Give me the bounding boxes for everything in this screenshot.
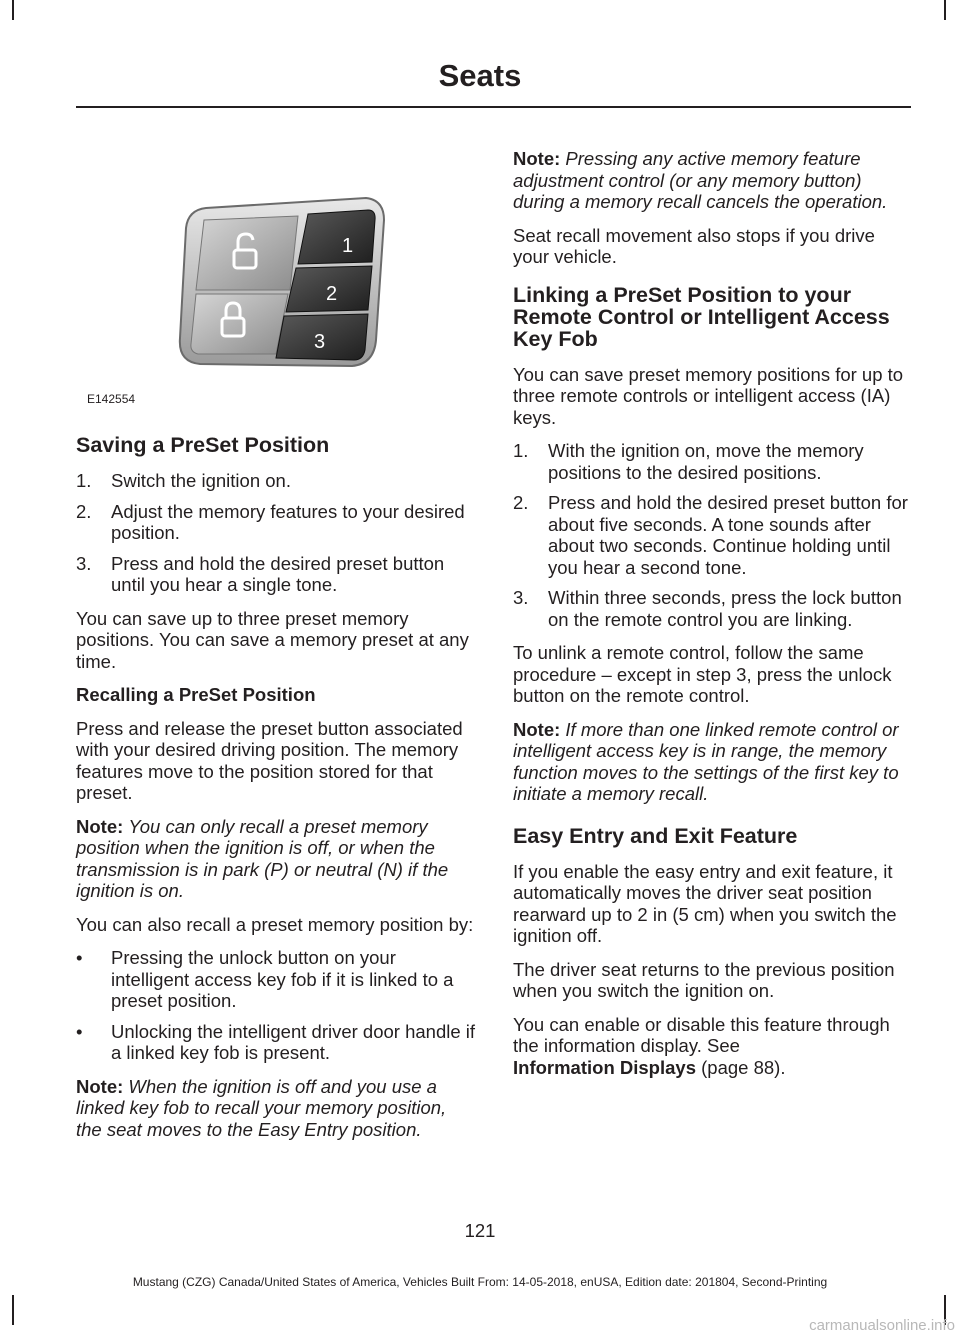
note-label: Note: [76,815,124,837]
step-text: Switch the ignition on. [111,470,291,491]
paragraph-recall: Press and release the preset button associated with your desired driving position. The memory features move to the position stored for that preset. [76,717,463,803]
paragraph-link: You can save preset memory positions for up to three remote controls or intelligent access (IA) keys. [513,363,904,428]
heading-recalling-preset: Recalling a PreSet Position [76,684,316,705]
note-label: Note: [513,718,561,740]
crop-mark-bottom-left [12,1295,14,1325]
watermark: carmanualsonline.info [809,1317,955,1334]
crop-mark-top-left [12,0,14,20]
header-rule [76,106,911,108]
paragraph-save-up: You can save up to three preset memory positions. You can save a memory preset at any time. [76,607,469,672]
note-ignition-off [76,1076,476,1141]
heading-saving-preset: Saving a PreSet Position [76,433,330,457]
note-text: You can only recall a preset memory position when the ignition is off, or when the transmission is in park (P) or neutral (N) if the ignition is on. [76,815,449,901]
page-title: Seats [438,58,522,93]
recall-bullets-list [76,947,476,1064]
bullet-text: Unlocking the intelligent driver door handle if a linked key fob is present. [111,1020,476,1063]
memory-button-1[interactable] [298,210,375,264]
list-item [76,501,476,544]
step-text: Within three seconds, press the lock button on the remote control you are linking. [548,587,902,630]
step-number: 3. [513,587,529,608]
unlock-button[interactable] [196,216,298,290]
figure-code: E142554 [87,391,136,406]
memory-seat-buttons-illustration [76,140,471,410]
list-item [513,587,911,630]
lock-button[interactable] [191,294,288,354]
list-item [513,492,911,578]
bullet-marker: • [76,1020,83,1042]
step-text: Press and hold the desired preset button for about five seconds. A tone sounds after about two seconds. Continue holding until you hear a second tone. [548,492,908,578]
note-text: Pressing any active memory feature adjustment control (or any memory button) during a memory recall cancels the operation. [513,148,888,212]
step-number: 3. [76,552,92,574]
step-number: 1. [513,440,529,461]
list-item [76,553,476,596]
heading-easy-entry: Easy Entry and Exit Feature [513,823,798,848]
step-number: 1. [76,470,92,491]
note-label: Note: [76,1075,124,1097]
paragraph-easy-entry-3 [513,1014,911,1079]
button-2-label: 2 [326,283,338,305]
paragraph-recall-stops: Seat recall movement also stops if you drive your vehicle. [513,224,875,267]
save-steps-list [76,470,476,596]
list-item [76,1021,476,1064]
bullet-text: Pressing the unlock button on your intelligent access key fob if it is linked to a preset position. [111,947,454,1011]
bullet-marker: • [76,947,83,968]
note-recall [76,816,476,902]
paragraph-easy-entry-1: If you enable the easy entry and exit feature, it automatically moves the driver seat position rearward up to 2 in (5 cm) when you switch the ignition off. [513,860,897,946]
step-number: 2. [76,500,92,522]
page-footer: Mustang (CZG) Canada/United States of America, Vehicles Built From: 14-05-2018, enUSA, Edition date: 201804, Second-Printing [132,1275,828,1289]
note-text: If more than one linked remote control or intelligent access key is in range, the memory function moves to the settings of the first key to initiate a memory recall. [513,718,899,804]
information-displays-link[interactable]: Information Displays [513,1056,696,1078]
easy-entry-text: You can enable or disable this feature through the information display. See [513,1013,890,1056]
step-text: With the ignition on, move the memory positions to the desired positions. [548,440,864,483]
step-text: Press and hold the desired preset button until you hear a single tone. [111,552,445,595]
paragraph-also-recall: You can also recall a preset memory position by: [76,913,474,935]
paragraph-easy-entry-2: The driver seat returns to the previous position when you switch the ignition on. [513,958,895,1001]
button-3-label: 3 [314,331,326,353]
step-number: 2. [513,492,529,513]
note-label: Note: [513,148,561,169]
right-column [513,148,911,1090]
page-number: 121 [464,1220,496,1241]
step-text: Adjust the memory features to your desired position. [111,500,465,543]
list-item [513,440,911,483]
note-cancel-recall [513,148,911,213]
link-steps-list [513,440,911,630]
button-1-label: 1 [342,235,354,257]
paragraph-unlink: To unlink a remote control, follow the same procedure – except in step 3, press the unlock button on the remote control. [513,642,892,706]
crop-mark-top-right [944,0,946,20]
note-text: When the ignition is off and you use a linked key fob to recall your memory position, the seat moves to the Easy Entry position. [76,1075,447,1140]
heading-linking-preset: Linking a PreSet Position to your Remote Control or Intelligent Access Key Fob [513,282,890,351]
left-column [76,140,476,1152]
note-multiple-keys [513,719,911,805]
page-reference: (page 88). [695,1056,786,1078]
memory-buttons-figure [76,140,471,420]
list-item [76,947,476,1012]
list-item [76,470,476,492]
